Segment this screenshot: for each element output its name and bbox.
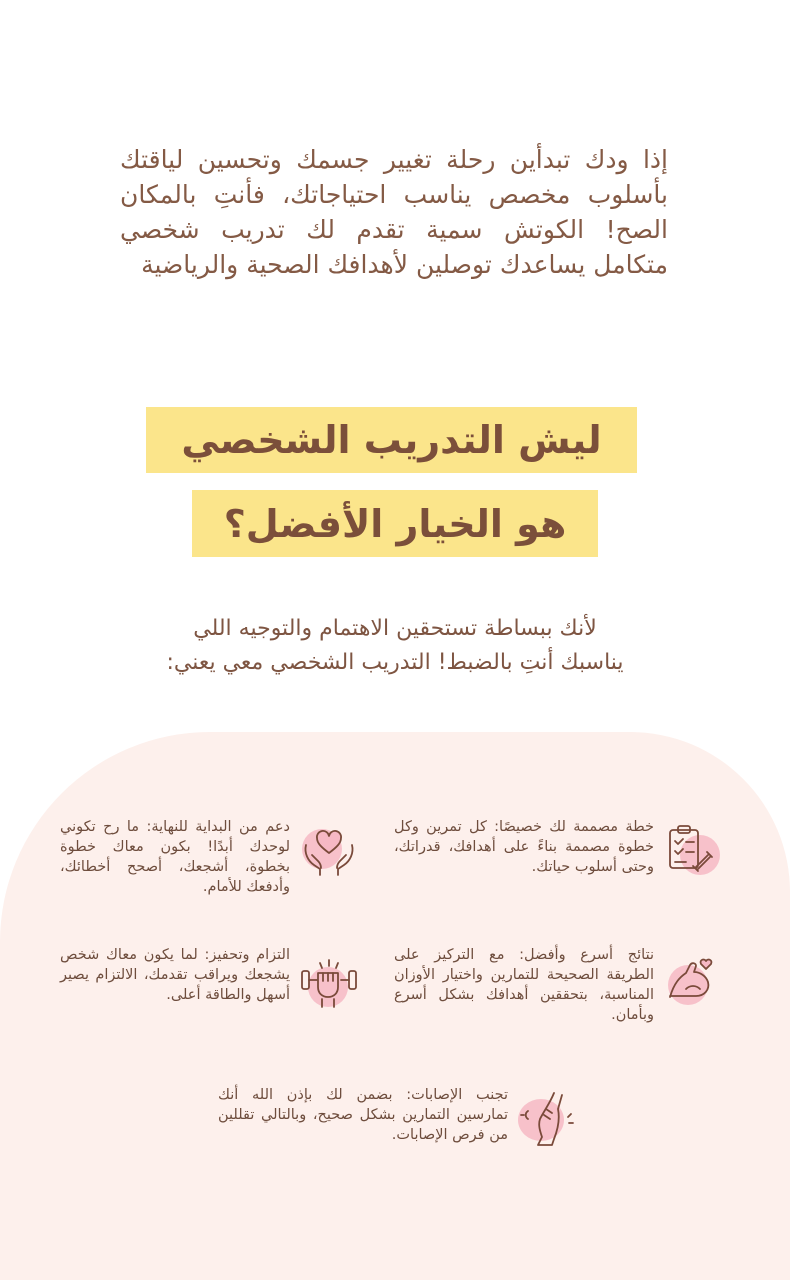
subtext-line-1: لأنك ببساطة تستحقين الاهتمام والتوجيه اللي [193, 616, 597, 641]
clipboard-dumbbell-icon [662, 821, 724, 883]
hands-heart-icon [298, 821, 360, 883]
feature-text: نتائج أسرع وأفضل: مع التركيز على الطريقة الصحيحة للتمارين واختيار الأوزان المناسبة، بتحققين أهدافك بشكل أسرع وبأمان. [394, 947, 654, 1023]
feature-item-custom-plan [394, 817, 724, 883]
feature-text: دعم من البداية للنهاية: ما رح تكوني لوحدك أبدًا! بكون معاك خطوة بخطوة، أشجعك، أصحح أخطائك، وأدفعك للأمام. [60, 819, 290, 895]
injured-leg-icon [516, 1089, 578, 1151]
subtext-line-2: يناسبك أنتِ بالضبط! التدريب الشخصي معي يعني: [166, 650, 624, 675]
feature-item-injury-prevention [218, 1085, 578, 1151]
fist-dumbbell-icon [298, 949, 360, 1011]
intro-paragraph: إذا ودك تبدأين رحلة تغيير جسمك وتحسين لياقتك بأسلوب مخصص يناسب احتياجاتك، فأنتِ بالمكان الصح! الكوتش سمية تقدم لك تدريب شخصي متكامل يساعدك توصلين لأهدافك الصحية والرياضية [120, 145, 668, 279]
feature-item-commitment [60, 945, 360, 1011]
feature-text: خطة مصممة لك خصيصًا: كل تمرين وكل خطوة مصممة بناءً على أهدافك، قدراتك، وحتى أسلوب حياتك. [394, 819, 654, 875]
headline-line-2: هو الخيار الأفضل؟ [192, 490, 598, 557]
muscle-arm-icon [662, 949, 724, 1011]
feature-item-faster-results [394, 945, 724, 1025]
subtext [100, 612, 690, 680]
feature-item-support [60, 817, 360, 897]
feature-text: التزام وتحفيز: لما يكون معاك شخص يشجعك ويراقب تقدمك، الالتزام يصير أسهل والطاقة أعلى. [60, 947, 290, 1003]
headline-line-1: ليش التدريب الشخصي [146, 407, 637, 473]
feature-text: تجنب الإصابات: بضمن لك بإذن الله أنك تمارسين التمارين بشكل صحيح، وبالتالي تقللين من فرص الإصابات. [218, 1087, 508, 1143]
